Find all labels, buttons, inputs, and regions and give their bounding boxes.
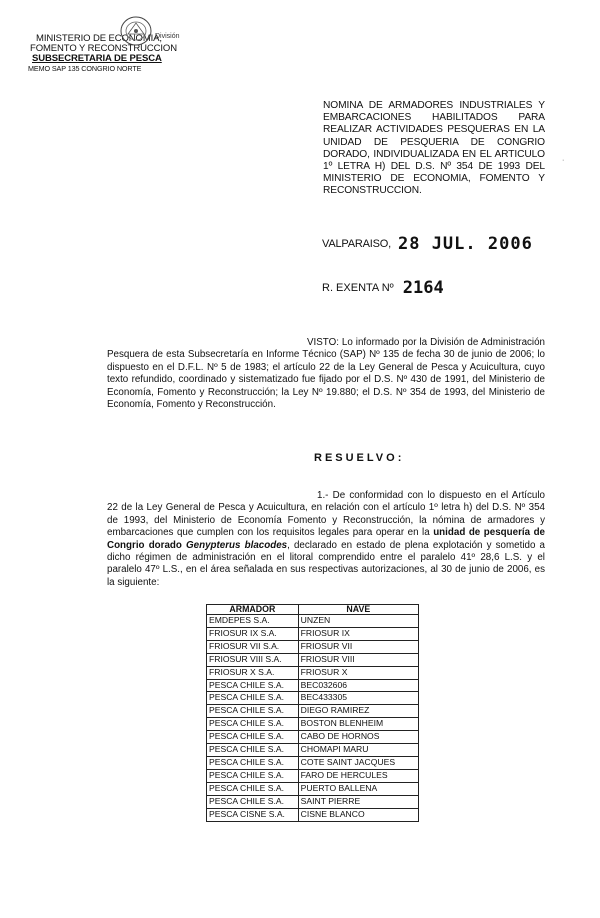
resolution-label: R. EXENTA Nº bbox=[322, 282, 394, 294]
table-row bbox=[207, 627, 419, 640]
armador-cell: PESCA CHILE S.A. bbox=[207, 782, 299, 795]
document-title: NOMINA DE ARMADORES INDUSTRIALES Y EMBARCACIONES HABILITADOS PARA REALIZAR ACTIVIDADES PESQUERAS EN LA UNIDAD DE PESQUERIA DE CONGRIO DORADO, INDIVIDUALIZADA EN EL ARTICULO 1º LETRA H) DEL D.S. Nº 354 DE 1993 DEL MINISTERIO DE ECONOMIA, FOMENTO Y RECONSTRUCCION. bbox=[323, 100, 545, 197]
resolution-number-stamp: 2164 bbox=[402, 278, 444, 298]
table-row bbox=[207, 615, 419, 628]
species-name: Genypterus blacodes bbox=[186, 539, 288, 551]
table-row bbox=[207, 808, 419, 821]
table-row bbox=[207, 718, 419, 731]
armador-cell: PESCA CHILE S.A. bbox=[207, 744, 299, 757]
resuelvo-heading: RESUELVO: bbox=[314, 452, 405, 464]
armador-cell: FRIOSUR X S.A. bbox=[207, 666, 299, 679]
armador-cell: FRIOSUR VII S.A. bbox=[207, 640, 299, 653]
nave-cell: BEC032606 bbox=[298, 679, 418, 692]
armador-cell: PESCA CHILE S.A. bbox=[207, 769, 299, 782]
table-header-row bbox=[207, 605, 419, 615]
resolution-point-1 bbox=[107, 490, 545, 589]
division-label: División bbox=[155, 33, 180, 40]
table-row bbox=[207, 782, 419, 795]
date-stamp: 28 JUL. 2006 bbox=[397, 234, 533, 254]
armador-cell: EMDEPES S.A. bbox=[207, 615, 299, 628]
armador-cell: PESCA CHILE S.A. bbox=[207, 756, 299, 769]
point1-highlight: unidad de pesquería de Congrio dorado bbox=[107, 527, 545, 551]
table-row bbox=[207, 756, 419, 769]
nave-cell: CISNE BLANCO bbox=[298, 808, 418, 821]
nave-cell: FRIOSUR X bbox=[298, 666, 418, 679]
armador-cell: PESCA CHILE S.A. bbox=[207, 705, 299, 718]
table-row bbox=[207, 769, 419, 782]
place-date bbox=[322, 234, 533, 254]
armador-cell: PESCA CHILE S.A. bbox=[207, 731, 299, 744]
nave-cell: FRIOSUR VIII bbox=[298, 653, 418, 666]
point1-text-b: , declarado en estado de plena explotación y sometido a dicho régimen de administración en el litoral comprendido entre el paralelo 41º 28,6 L.S. y el paralelo 47º L.S., en el área señalada en sus respectivas autorizaciones, al 30 de junio de 2006, es la siguiente: bbox=[107, 539, 545, 588]
memo-reference: MEMO SAP 135 CONGRIO NORTE bbox=[28, 64, 142, 73]
nave-cell: DIEGO RAMIREZ bbox=[298, 705, 418, 718]
nave-cell: FRIOSUR IX bbox=[298, 627, 418, 640]
header-nave: NAVE bbox=[298, 605, 418, 615]
point1-text-a: 1.- De conformidad con lo dispuesto en el Artículo 22 de la Ley General de Pesca y Acuicultura, en relación con el artículo 1º letra h) del D.S. Nº 354 de 1993, del Ministerio de Economía Fomento y Reconstrucción, la nómina de armadores y embarcaciones que cumplen con los requisitos legales para operar en la bbox=[107, 490, 545, 539]
table-row bbox=[207, 666, 419, 679]
city-label: VALPARAISO, bbox=[322, 238, 391, 250]
visto-paragraph: VISTO: Lo informado por la División de Administración Pesquera de esta Subsecretaría en Informe Técnico (SAP) Nº 135 de fecha 30 de junio de 2006; lo dispuesto en el D.F.L. Nº 5 de 1983; el artículo 22 de la Ley General de Pesca y Acuicultura, cuyo texto refundido, coordinado y sistematizado fue fijado por el D.S. Nº 430 de 1991, del Ministerio de Economía, Fomento y Reconstrucción; la Ley Nº 19.880; el D.S. Nº 354 de 1993, del Ministerio de Economía, Fomento y Reconstrucción. bbox=[107, 337, 545, 411]
nave-cell: BEC433305 bbox=[298, 692, 418, 705]
table-row bbox=[207, 795, 419, 808]
armador-cell: PESCA CHILE S.A. bbox=[207, 692, 299, 705]
nave-cell: BOSTON BLENHEIM bbox=[298, 718, 418, 731]
subsecretaria-name: SUBSECRETARIA DE PESCA bbox=[32, 53, 162, 64]
nave-cell: SAINT PIERRE bbox=[298, 795, 418, 808]
nave-cell: FRIOSUR VII bbox=[298, 640, 418, 653]
table-row bbox=[207, 731, 419, 744]
armador-cell: PESCA CISNE S.A. bbox=[207, 808, 299, 821]
armador-cell: FRIOSUR IX S.A. bbox=[207, 627, 299, 640]
armador-cell: PESCA CHILE S.A. bbox=[207, 718, 299, 731]
nave-cell: PUERTO BALLENA bbox=[298, 782, 418, 795]
table-row bbox=[207, 653, 419, 666]
header-armador: ARMADOR bbox=[207, 605, 299, 615]
table-row bbox=[207, 692, 419, 705]
table-row bbox=[207, 705, 419, 718]
letterhead bbox=[28, 10, 218, 73]
ministry-name: MINISTERIO DE ECONOMIA, bbox=[36, 33, 162, 44]
armador-cell: PESCA CHILE S.A. bbox=[207, 679, 299, 692]
ministry-seal-icon bbox=[114, 14, 158, 48]
nave-cell: COTE SAINT JACQUES bbox=[298, 756, 418, 769]
margin-mark: · bbox=[562, 157, 565, 164]
nave-cell: CABO DE HORNOS bbox=[298, 731, 418, 744]
ministry-name-2: FOMENTO Y RECONSTRUCCION bbox=[30, 43, 177, 54]
nave-cell: FARO DE HERCULES bbox=[298, 769, 418, 782]
resolution-number-line bbox=[322, 278, 444, 298]
nave-cell: UNZEN bbox=[298, 615, 418, 628]
armador-cell: FRIOSUR VIII S.A. bbox=[207, 653, 299, 666]
table-row bbox=[207, 640, 419, 653]
fleet-table bbox=[206, 604, 419, 822]
table-row bbox=[207, 744, 419, 757]
armador-cell: PESCA CHILE S.A. bbox=[207, 795, 299, 808]
nave-cell: CHOMAPI MARU bbox=[298, 744, 418, 757]
table-row bbox=[207, 679, 419, 692]
